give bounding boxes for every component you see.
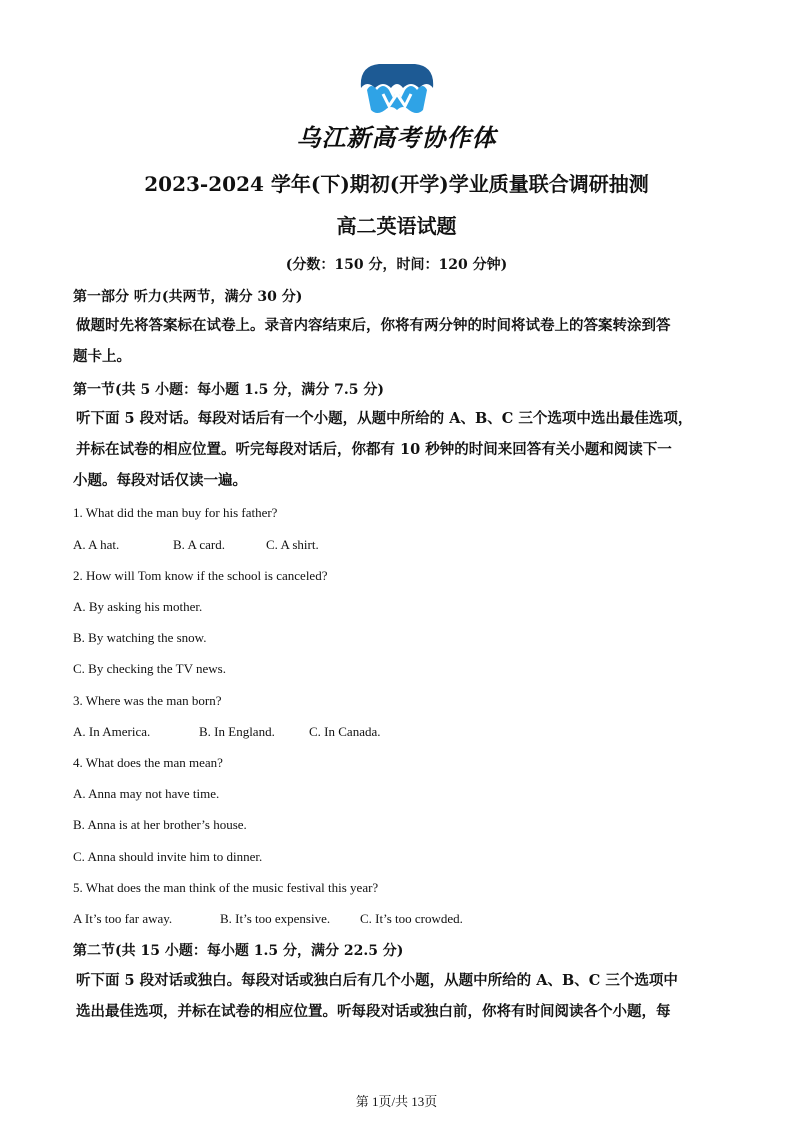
option-a: A. Anna may not have time. [73, 786, 220, 801]
option-a: A. By asking his mother. [73, 599, 203, 614]
instruction-line: 听下面 5 段对话或独白。每段对话或独白后有几个小题，从题中所给的 A、B、C 三个选项中 [76, 972, 678, 989]
instruction-line: 并标在试卷的相应位置。听完每段对话后，你都有 10 秒钟的时间来回答有关小题和阅读下一 [76, 441, 672, 458]
section1-instructions [73, 403, 733, 496]
question-options [73, 724, 380, 740]
option-b: B. In England. [199, 724, 275, 739]
option-b: B. It’s too expensive. [220, 911, 331, 926]
page-number: 第 1页/共 13页 [355, 1094, 438, 1109]
option-c: C. A shirt. [266, 537, 319, 552]
question-stem: 1. What did the man buy for his father? [73, 505, 278, 520]
option-c: C. In Canada. [309, 724, 381, 739]
instruction-line: 题卡上。 [73, 348, 131, 365]
option-b: B. A card. [173, 537, 225, 552]
option-b: B. Anna is at her brother’s house. [73, 817, 247, 832]
instruction-line: 选出最佳选项，并标在试卷的相应位置。听每段对话或独白前，你将有时间阅读各个小题，每 [76, 1003, 671, 1020]
option-c: C. By checking the TV news. [73, 661, 226, 676]
option-b: B. By watching the snow. [73, 630, 207, 645]
question-stem: 2. How will Tom know if the school is canceled? [73, 568, 328, 583]
part1-instructions [73, 310, 733, 372]
question-stem: 3. Where was the man born? [73, 693, 222, 708]
question-options [73, 911, 463, 927]
option-a: A It’s too far away. [73, 911, 173, 926]
section2-heading: 第二节(共 15 小题：每小题 1.5 分，满分 22.5 分) [73, 943, 404, 959]
exam-subject: 高二英语试题 [336, 214, 457, 238]
option-a: A. In America. [73, 724, 151, 739]
brand-logo [357, 58, 437, 118]
question-stem: 4. What does the man mean? [73, 755, 223, 770]
option-a: A. A hat. [73, 537, 120, 552]
instruction-line: 听下面 5 段对话。每段对话后有一个小题，从题中所给的 A、B、C 三个选项中选出最佳选项， [76, 410, 693, 427]
section2-instructions [73, 965, 733, 1027]
option-c: C. It’s too crowded. [360, 911, 463, 926]
instruction-line: 小题。每段对话仅读一遍。 [73, 472, 247, 489]
waves-logo-icon [357, 58, 437, 118]
section1-heading: 第一节(共 5 小题：每小题 1.5 分，满分 7.5 分) [73, 382, 384, 398]
question-stem: 5. What does the man think of the music festival this year? [73, 880, 379, 895]
exam-title: 2023-2024 学年(下)期初(开学)学业质量联合调研抽测 [144, 172, 649, 196]
option-c: C. Anna should invite him to dinner. [73, 849, 263, 864]
score-info: (分数：150 分，时间：120 分钟) [285, 257, 508, 273]
brand-name: 乌江新高考协作体 [296, 124, 497, 152]
part1-heading: 第一部分 听力(共两节，满分 30 分) [73, 289, 303, 305]
instruction-line: 做题时先将答案标在试卷上。录音内容结束后，你将有两分钟的时间将试卷上的答案转涂到答 [76, 317, 671, 334]
question-options [73, 537, 319, 553]
